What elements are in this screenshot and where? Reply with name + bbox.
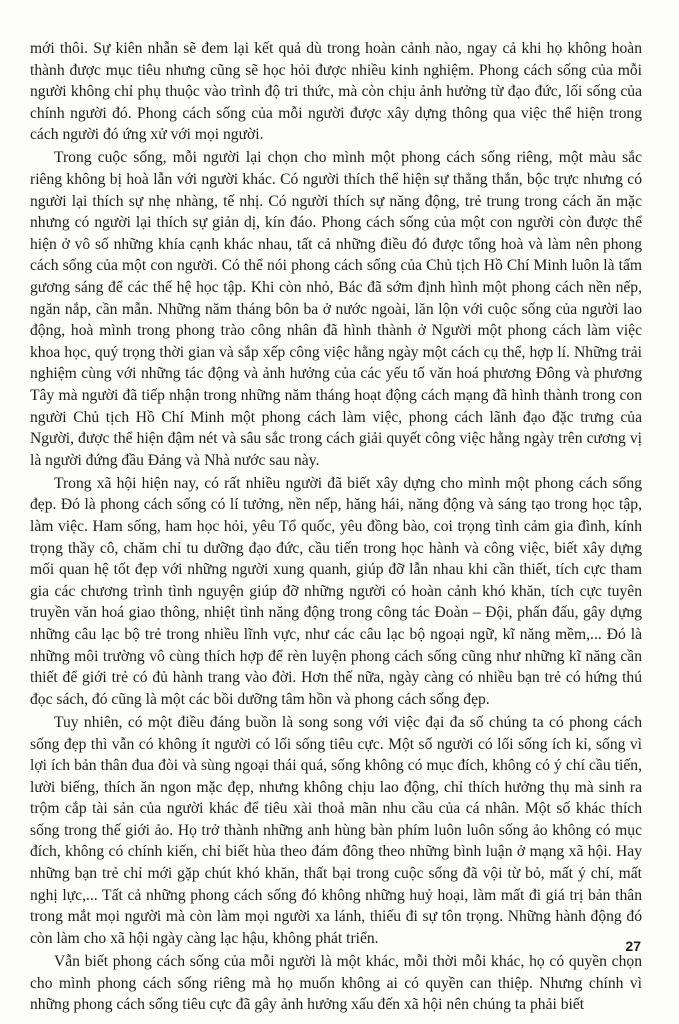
paragraph-1: mới thôi. Sự kiên nhẫn sẽ đem lại kết quả dù trong hoàn cảnh nào, ngay cả khi họ không hoàn thành được mục tiêu nhưng cũng sẽ học hỏi được nhiều kinh nghiệm. Phong cách sống của mỗi người không chỉ phụ thuộc vào trình độ tri thức, mà còn chịu ảnh hưởng từ đạo đức, lối sống của chính người đó. Phong cách sống của mỗi người được xây dựng thông qua việc thể hiện trong cách người đó ứng xử với mọi người.	[30, 40, 642, 144]
paragraph-5: Vẫn biết phong cách sống của mỗi người là một khác, mỗi thời mỗi khác, họ có quyền chọn cho mình phong cách sống riêng mà họ muốn không ai có quyền can thiệp. Nhưng chính vì những phong cách sống tiêu cực đã gây ảnh hưởng xấu đến xã hội nên chúng ta phải biết	[30, 952, 642, 1014]
paragraph-4: Tuy nhiên, có một điều đáng buồn là song song với việc đại đa số chúng ta có phong cách sống đẹp thì vẫn có không ít người có lối sống tiêu cực. Một số người có lối sống ích kỉ, sống vì lợi ích bản thân đua đòi và sùng ngoại thái quá, sống không có mục đích, không có ý chí cầu tiến, lười biếng, thích ăn ngon mặc đẹp, nhưng không chịu lao động, chỉ thích hưởng thụ mà sinh ra trộm cắp tài sản của người khác để tiêu xài thoả mãn nhu cầu của cá nhân. Một số khác thích sống trong thế giới ảo. Họ trở thành những anh hùng bàn phím luôn luôn sống ảo không có mục đích, không có chính kiến, chỉ biết hùa theo đám đông theo những bình luận ở mạng xã hội. Hay những bạn trẻ chỉ mới gặp chút khó khăn, thất bại trong cuộc sống đã vội từ bỏ, mất ý chí, mất nghị lực,... Tất cả những phong cách sống đó không những huỷ hoại, làm mất đi giá trị bản thân trong mắt mọi người mà còn làm mọi người xa lánh, thiếu đi sự tôn trọng. Những hành động đó còn làm cho xã hội ngày càng lạc hậu, không phát triển.	[30, 713, 642, 947]
page-number: 27	[625, 938, 641, 954]
paragraph-3: Trong xã hội hiện nay, có rất nhiều người đã biết xây dựng cho mình một phong cách sống đẹp. Đó là phong cách sống có lí tưởng, nền nếp, hăng hái, năng động và sáng tạo trong học tập, làm việc. Ham sống, ham học hỏi, yêu Tổ quốc, yêu đồng bào, coi trọng tình cảm gia đình, kính trọng thầy cô, chăm chỉ tu dưỡng đạo đức, cầu tiến trong học hành và công việc, biết xây dựng mối quan hệ tốt đẹp với những người xung quanh, giúp đỡ lẫn nhau khi cần thiết, tích cực tham gia các chương trình tình nguyện giúp đỡ những người có hoàn cảnh khó khăn, tích cực tuyên truyền văn hoá giao thông, nhiệt tình năng động trong công tác Đoàn – Đội, phấn đấu, gây dựng những câu lạc bộ trẻ trong nhiều lĩnh vực, như các câu lạc bộ ngoại ngữ, kĩ năng mềm,... Đó là những môi trường vô cùng thích hợp để rèn luyện phong cách sống cũng như những kĩ năng cần thiết để giới trẻ có đủ hành trang vào đời. Hơn thế nữa, ngày càng có nhiều bạn trẻ có hứng thú đọc sách, đó cũng là một các bồi dưỡng tâm hồn và phong cách sống đẹp.	[30, 474, 642, 708]
paragraph-2: Trong cuộc sống, mỗi người lại chọn cho mình một phong cách sống riêng, một màu sắc riêng không bị hoà lẫn với người khác. Có người thích thể hiện sự thẳng thắn, bộc trực nhưng có người lại thích sự nhẹ nhàng, tế nhị. Có người thích sự năng động, trẻ trung trong cách ăn mặc nhưng có người lại thích sự giản dị, kín đáo. Phong cách sống của một con người còn được thể hiện ở vô số những khía cạnh khác nhau, tất cả những điều đó được tổng hoà và làm nên phong cách sống của một con người. Có thể nói phong cách sống của Chủ tịch Hồ Chí Minh luôn là tấm gương sáng để các thế hệ học tập. Khi còn nhỏ, Bác đã sớm định hình một phong cách nền nếp, ngăn nắp, cần mẫn. Những năm tháng bôn ba ở nước ngoài, lăn lộn với cuộc sống của người lao động, hoà mình trong phong trào công nhân đã hình thành ở Người một phong cách làm việc khoa học, quý trọng thời gian và sắp xếp công việc hằng ngày một cách cụ thể, hợp lí. Những trải nghiệm cùng với những tác động và ảnh hưởng của các yếu tố văn hoá phương Đông và phương Tây mà người đã tiếp nhận trong những năm tháng hoạt động cách mạng đã hình thành trong con người Chủ tịch Hồ Chí Minh một phong cách làm việc, phong cách lãnh đạo đặc trưng của Người, được thể hiện đậm nét và sâu sắc trong cách giải quyết công việc hằng ngày trên cương vị là người đứng đầu Đảng và Nhà nước sau này.	[30, 149, 642, 469]
body-text	[30, 38, 642, 1017]
